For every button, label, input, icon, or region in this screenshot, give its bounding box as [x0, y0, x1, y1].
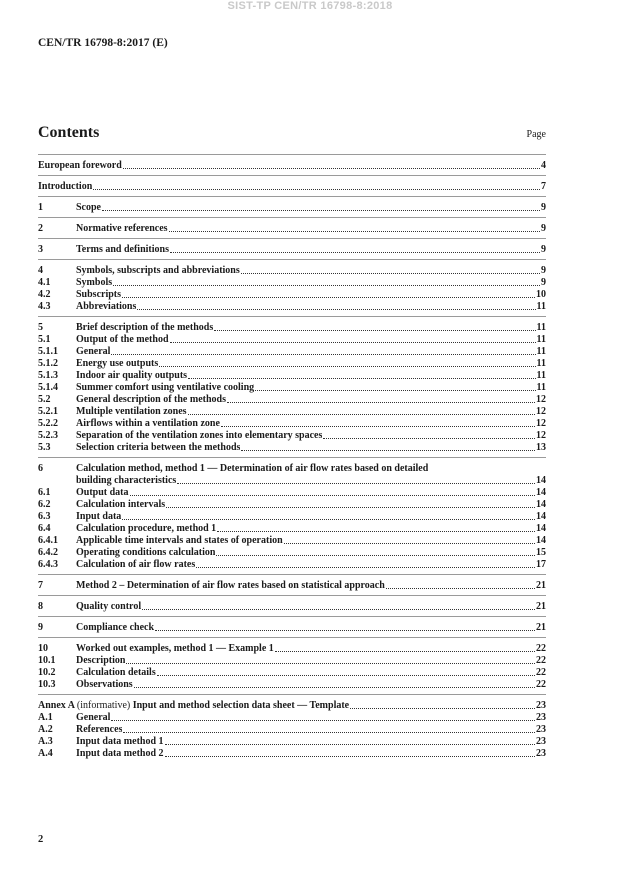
toc-entry-number: 6.4.2 — [38, 547, 58, 558]
toc-leader-dots — [169, 231, 540, 232]
toc-leader-dots — [284, 543, 535, 544]
toc-entry[interactable] — [38, 547, 546, 559]
toc-separator — [38, 175, 546, 176]
toc-entry[interactable] — [38, 370, 546, 382]
toc-separator — [38, 637, 546, 638]
toc-entry-title: Calculation method, method 1 — Determination of air flow rates based on detailed — [76, 463, 429, 474]
toc-entry-title: Worked out examples, method 1 — Example 1 — [76, 643, 274, 654]
toc-leader-dots — [386, 588, 535, 589]
toc-leader-dots — [165, 744, 535, 745]
toc-entry-page: 11 — [536, 322, 546, 333]
toc-entry[interactable] — [38, 559, 546, 571]
toc-entry-title: Input data method 2 — [76, 748, 164, 759]
toc-entry-page: 9 — [541, 265, 546, 276]
toc-entry-title: Scope — [76, 202, 101, 213]
page-column-label: Page — [526, 129, 546, 140]
toc-entry[interactable] — [38, 277, 546, 289]
toc-entry-title: Indoor air quality outputs — [76, 370, 188, 381]
toc-entry[interactable] — [38, 181, 546, 193]
contents-title: Contents — [38, 124, 100, 141]
toc-entry-title: Calculation intervals — [76, 499, 166, 510]
toc-leader-dots — [130, 495, 535, 496]
toc-entry-title: Subscripts — [76, 289, 122, 300]
toc-annex-title — [38, 700, 349, 712]
toc-entry-number: 5.2.1 — [38, 406, 58, 417]
toc-leader-dots — [217, 531, 535, 532]
toc-entry[interactable] — [38, 523, 546, 535]
toc-entry-page: 23 — [536, 748, 546, 759]
toc-entry-title: General description of the methods — [76, 394, 226, 405]
toc-entry-title: Airflows within a ventilation zone — [76, 418, 220, 429]
toc-entry-page: 12 — [536, 406, 546, 417]
toc-entry-number: A.2 — [38, 724, 53, 735]
toc-entry-page: 11 — [536, 346, 546, 357]
toc-entry-number: 5.2.3 — [38, 430, 58, 441]
toc-entry-number: 7 — [38, 580, 43, 591]
toc-entry-page: 21 — [536, 601, 546, 612]
toc-entry-page: 23 — [536, 700, 546, 711]
toc-entry-number: 5.1.1 — [38, 346, 58, 357]
toc-leader-dots — [275, 651, 535, 652]
toc-entry-page: 14 — [536, 511, 546, 522]
toc-leader-dots — [93, 189, 540, 190]
toc-leader-dots — [111, 720, 535, 721]
toc-entry[interactable] — [38, 724, 546, 736]
toc-entry-page: 4 — [541, 160, 546, 171]
toc-entry-number: 2 — [38, 223, 43, 234]
toc-entry[interactable] — [38, 667, 546, 679]
toc-entry[interactable] — [38, 511, 546, 523]
toc-leader-dots — [122, 519, 535, 520]
toc-entry[interactable] — [38, 655, 546, 667]
toc-entry-number: 10 — [38, 643, 48, 654]
annex-title-text: Input and method selection data sheet — Template — [132, 700, 350, 711]
toc-entry-page: 11 — [536, 301, 546, 312]
toc-entry-number: 3 — [38, 244, 43, 255]
toc-entry-number: 6.4 — [38, 523, 51, 534]
toc-entry-number: 5.3 — [38, 442, 51, 453]
toc-entry-title: Symbols, subscripts and abbreviations — [76, 265, 240, 276]
toc-entry-title: Method 2 – Determination of air flow rates based on statistical approach — [76, 580, 385, 591]
toc-entry-number: 6 — [38, 463, 43, 474]
toc-entry[interactable] — [38, 580, 546, 592]
toc-entry[interactable] — [38, 463, 546, 475]
toc-leader-dots — [188, 378, 535, 379]
toc-leader-dots — [350, 708, 535, 709]
toc-entry-number: 4 — [38, 265, 43, 276]
toc-entry[interactable] — [38, 499, 546, 511]
toc-separator — [38, 457, 546, 458]
toc-entry[interactable] — [38, 160, 546, 172]
toc-entry-page: 15 — [536, 547, 546, 558]
toc-leader-dots — [227, 402, 535, 403]
toc-entry-page: 14 — [536, 535, 546, 546]
toc-entry-title: Terms and definitions — [76, 244, 169, 255]
toc-entry-number: 10.1 — [38, 655, 56, 666]
toc-entry-page: 14 — [536, 475, 546, 486]
toc-entry[interactable] — [38, 223, 546, 235]
toc-entry-number: 6.1 — [38, 487, 51, 498]
toc-leader-dots — [165, 756, 535, 757]
toc-entry-continuation — [38, 475, 546, 487]
toc-entry-page: 7 — [541, 181, 546, 192]
toc-entry-page: 11 — [536, 370, 546, 381]
toc-entry-title: Calculation of air flow rates — [76, 559, 196, 570]
toc-entry-page: 23 — [536, 724, 546, 735]
toc-leader-dots — [214, 330, 535, 331]
toc-entry[interactable] — [38, 601, 546, 613]
toc-entry-title: Output data — [76, 487, 129, 498]
toc-entry-title: General — [76, 346, 111, 357]
watermark: SIST-TP CEN/TR 16798-8:2018 — [227, 0, 393, 12]
toc-entry-page: 9 — [541, 223, 546, 234]
toc-leader-dots — [137, 309, 535, 310]
toc-leader-dots — [126, 663, 535, 664]
toc-separator — [38, 217, 546, 218]
toc-entry-number: 6.4.1 — [38, 535, 58, 546]
toc-entry-page: 9 — [541, 277, 546, 288]
toc-leader-dots — [155, 630, 535, 631]
toc-entry[interactable] — [38, 418, 546, 430]
toc-entry-number: 10.2 — [38, 667, 56, 678]
toc-entry-title: References — [76, 724, 123, 735]
toc-leader-dots — [323, 438, 535, 439]
toc-entry-page: 23 — [536, 712, 546, 723]
toc-entry-title: Compliance check — [76, 622, 155, 633]
toc-entry-title: Symbols — [76, 277, 113, 288]
toc-entry-title: Operating conditions calculation — [76, 547, 216, 558]
toc-entry-number: A.1 — [38, 712, 53, 723]
toc-entry-number: 1 — [38, 202, 43, 213]
toc-entry[interactable] — [38, 301, 546, 313]
toc-separator — [38, 694, 546, 695]
toc-leader-dots — [142, 609, 535, 610]
toc-entry[interactable] — [38, 322, 546, 334]
toc-leader-dots — [177, 483, 535, 484]
toc-entry-title: General — [76, 712, 111, 723]
toc-leader-dots — [170, 252, 540, 253]
toc-entry-title: Energy use outputs — [76, 358, 159, 369]
toc-entry-page: 9 — [541, 244, 546, 255]
toc-entry-title: Quality control — [76, 601, 142, 612]
toc-entry-title: Introduction — [38, 181, 93, 192]
toc-entry-number: 6.2 — [38, 499, 51, 510]
toc-entry-number: 6.3 — [38, 511, 51, 522]
toc-entry-page: 22 — [536, 667, 546, 678]
toc-entry[interactable] — [38, 442, 546, 454]
toc-leader-dots — [122, 297, 535, 298]
toc-entry[interactable] — [38, 202, 546, 214]
toc-entry[interactable] — [38, 487, 546, 499]
toc-leader-dots — [113, 285, 540, 286]
toc-entry-title: Brief description of the methods — [76, 322, 214, 333]
toc-entry-title: Description — [76, 655, 126, 666]
toc-entry-page: 14 — [536, 499, 546, 510]
toc-entry-page: 17 — [536, 559, 546, 570]
toc-entry-number: 5.1.2 — [38, 358, 58, 369]
toc-entry-number: 6.4.3 — [38, 559, 58, 570]
toc-leader-dots — [134, 687, 535, 688]
toc-entry-page: 22 — [536, 655, 546, 666]
toc-entry-title: Input data method 1 — [76, 736, 164, 747]
toc-leader-dots — [123, 168, 540, 169]
toc-entry-title-continued: building characteristics — [76, 475, 177, 486]
toc-entry-page: 21 — [536, 622, 546, 633]
toc-entry[interactable] — [38, 265, 546, 277]
toc-entry-number: 5.2.2 — [38, 418, 58, 429]
toc-entry-number: 4.2 — [38, 289, 51, 300]
toc-entry[interactable] — [38, 748, 546, 760]
toc-entry-title: Selection criteria between the methods — [76, 442, 241, 453]
toc-separator — [38, 616, 546, 617]
toc-entry-page: 22 — [536, 643, 546, 654]
toc-leader-dots — [123, 732, 535, 733]
toc-separator — [38, 238, 546, 239]
toc-entry-page: 21 — [536, 580, 546, 591]
toc-entry-title: Separation of the ventilation zones into elementary spaces — [76, 430, 323, 441]
toc-entry-number: 5.1.4 — [38, 382, 58, 393]
toc-entry-number: A.4 — [38, 748, 53, 759]
annex-type: (informative) — [76, 700, 131, 711]
toc-entry-number: 10.3 — [38, 679, 56, 690]
toc-entry-number: 5 — [38, 322, 43, 333]
toc-entry-title: Abbreviations — [76, 301, 137, 312]
toc-entry[interactable] — [38, 289, 546, 301]
toc-separator — [38, 595, 546, 596]
toc-entry-title: Calculation details — [76, 667, 156, 678]
toc-entry-number: 5.2 — [38, 394, 51, 405]
toc-entry-number: 8 — [38, 601, 43, 612]
toc-annex-entry[interactable] — [38, 700, 546, 712]
toc-entry-number: 5.1 — [38, 334, 51, 345]
toc-entry-number: 4.3 — [38, 301, 51, 312]
toc-separator — [38, 154, 546, 155]
toc-entry[interactable] — [38, 430, 546, 442]
document-id: CEN/TR 16798-8:2017 (E) — [38, 37, 168, 49]
toc-leader-dots — [221, 426, 535, 427]
toc-entry[interactable] — [38, 382, 546, 394]
toc-entry-title: Normative references — [76, 223, 168, 234]
annex-label: Annex A — [38, 700, 75, 711]
toc-entry-title: Multiple ventilation zones — [76, 406, 187, 417]
toc-entry-page: 13 — [536, 442, 546, 453]
toc-entry-title: Applicable time intervals and states of operation — [76, 535, 283, 546]
toc-entry-page: 22 — [536, 679, 546, 690]
toc-entry-number: 5.1.3 — [38, 370, 58, 381]
toc-separator — [38, 316, 546, 317]
toc-entry-page: 12 — [536, 418, 546, 429]
toc-entry-title: European foreword — [38, 160, 122, 171]
toc-leader-dots — [111, 354, 535, 355]
toc-entry[interactable] — [38, 712, 546, 724]
toc-entry-page: 12 — [536, 394, 546, 405]
toc-entry[interactable] — [38, 535, 546, 547]
toc-entry[interactable] — [38, 406, 546, 418]
toc-leader-dots — [166, 507, 535, 508]
toc-entry-page: 10 — [536, 289, 546, 300]
toc-entry-page: 11 — [536, 358, 546, 369]
toc-leader-dots — [188, 414, 535, 415]
toc-entry-title: Input data — [76, 511, 122, 522]
toc-leader-dots — [241, 450, 535, 451]
toc-leader-dots — [196, 567, 535, 568]
page-number: 2 — [38, 834, 44, 845]
toc-entry-title: Summer comfort using ventilative cooling — [76, 382, 255, 393]
toc-leader-dots — [159, 366, 535, 367]
toc-entry-page: 14 — [536, 487, 546, 498]
toc-entry[interactable] — [38, 622, 546, 634]
toc-entry-page: 11 — [536, 334, 546, 345]
toc-entry-number: 9 — [38, 622, 43, 633]
toc-entry-number: A.3 — [38, 736, 53, 747]
toc-leader-dots — [241, 273, 540, 274]
toc-entry-number: 4.1 — [38, 277, 51, 288]
toc-leader-dots — [157, 675, 535, 676]
toc-entry[interactable] — [38, 244, 546, 256]
toc-leader-dots — [216, 555, 535, 556]
toc-entry-page: 9 — [541, 202, 546, 213]
toc-separator — [38, 259, 546, 260]
toc-entry-page: 11 — [536, 382, 546, 393]
toc-entry[interactable] — [38, 334, 546, 346]
toc-entry-page: 12 — [536, 430, 546, 441]
toc-entry-title: Observations — [76, 679, 133, 690]
toc-leader-dots — [170, 342, 536, 343]
toc-separator — [38, 196, 546, 197]
toc-entry[interactable] — [38, 346, 546, 358]
toc-entry-title: Output of the method — [76, 334, 169, 345]
toc-entry-title: Calculation procedure, method 1 — [76, 523, 217, 534]
toc-entry[interactable] — [38, 736, 546, 748]
toc-leader-dots — [255, 390, 535, 391]
toc-separator — [38, 574, 546, 575]
table-of-contents — [38, 154, 546, 760]
toc-leader-dots — [102, 210, 540, 211]
toc-entry[interactable] — [38, 643, 546, 655]
toc-entry[interactable] — [38, 679, 546, 691]
toc-entry-page: 14 — [536, 523, 546, 534]
toc-entry[interactable] — [38, 394, 546, 406]
toc-entry[interactable] — [38, 358, 546, 370]
toc-entry-page: 23 — [536, 736, 546, 747]
